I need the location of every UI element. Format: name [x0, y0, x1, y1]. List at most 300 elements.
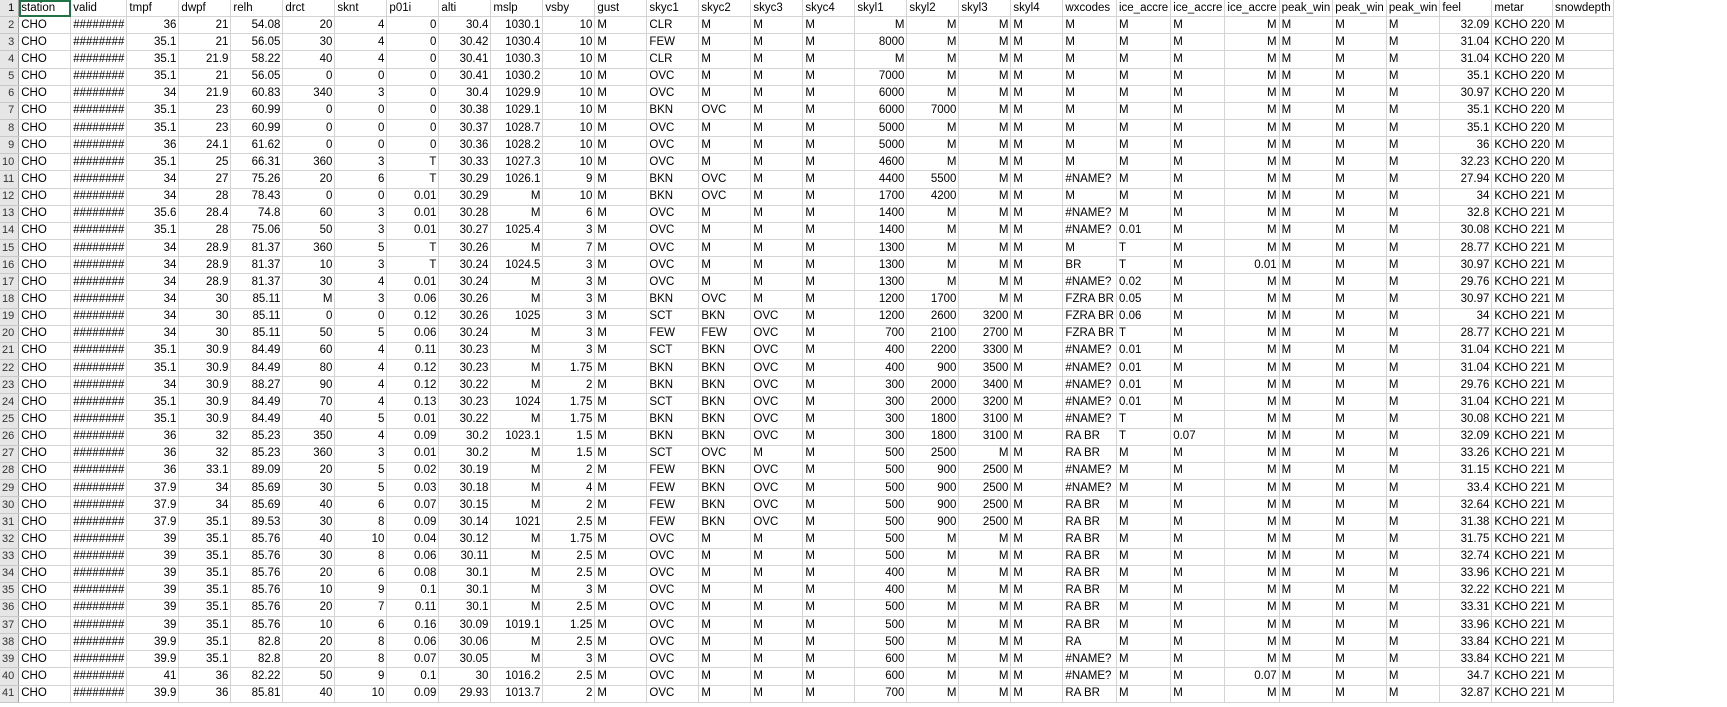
- cell[interactable]: 80: [283, 359, 335, 376]
- cell[interactable]: 90: [283, 377, 335, 394]
- cell[interactable]: ########: [71, 308, 127, 325]
- cell[interactable]: BKN: [699, 514, 751, 531]
- cell[interactable]: 30: [283, 479, 335, 496]
- cell[interactable]: 0: [335, 188, 387, 205]
- cell[interactable]: 2000: [907, 377, 959, 394]
- cell[interactable]: 0.12: [387, 308, 439, 325]
- cell[interactable]: M: [1116, 119, 1170, 136]
- header-cell[interactable]: vsby: [543, 0, 595, 17]
- cell[interactable]: M: [1386, 154, 1440, 171]
- cell[interactable]: CHO: [19, 17, 71, 34]
- cell[interactable]: M: [1225, 34, 1279, 51]
- cell[interactable]: M: [1171, 462, 1225, 479]
- cell[interactable]: M: [751, 102, 803, 119]
- cell[interactable]: RA BR: [1063, 497, 1117, 514]
- cell[interactable]: M: [959, 634, 1011, 651]
- cell[interactable]: M: [1116, 137, 1170, 154]
- cell[interactable]: ########: [71, 668, 127, 685]
- cell[interactable]: 2.5: [543, 548, 595, 565]
- cell[interactable]: T: [1116, 239, 1170, 256]
- cell[interactable]: 50: [283, 668, 335, 685]
- cell[interactable]: 75.26: [231, 171, 283, 188]
- cell[interactable]: 35.1: [1440, 68, 1492, 85]
- cell[interactable]: 1027.3: [491, 154, 543, 171]
- cell[interactable]: M: [1553, 274, 1614, 291]
- cell[interactable]: M: [595, 668, 647, 685]
- cell[interactable]: T: [387, 257, 439, 274]
- cell[interactable]: 30.42: [439, 34, 491, 51]
- cell[interactable]: 35.1: [127, 359, 179, 376]
- cell[interactable]: M: [959, 582, 1011, 599]
- cell[interactable]: KCHO 221: [1492, 531, 1553, 548]
- cell[interactable]: M: [1279, 308, 1333, 325]
- row-header[interactable]: 18: [0, 291, 19, 308]
- cell[interactable]: ########: [71, 565, 127, 582]
- cell[interactable]: M: [803, 85, 855, 102]
- cell[interactable]: 33.26: [1440, 445, 1492, 462]
- cell[interactable]: M: [803, 668, 855, 685]
- cell[interactable]: M: [1063, 85, 1117, 102]
- cell[interactable]: 35.1: [127, 394, 179, 411]
- cell[interactable]: M: [1225, 342, 1279, 359]
- cell[interactable]: M: [1116, 617, 1170, 634]
- cell[interactable]: CHO: [19, 565, 71, 582]
- cell[interactable]: ########: [71, 634, 127, 651]
- cell[interactable]: M: [1553, 325, 1614, 342]
- cell[interactable]: 60: [283, 342, 335, 359]
- cell[interactable]: CHO: [19, 68, 71, 85]
- cell[interactable]: 85.11: [231, 325, 283, 342]
- cell[interactable]: CHO: [19, 171, 71, 188]
- cell[interactable]: M: [1011, 668, 1063, 685]
- cell[interactable]: M: [1553, 137, 1614, 154]
- cell[interactable]: M: [751, 205, 803, 222]
- cell[interactable]: M: [699, 685, 751, 702]
- cell[interactable]: KCHO 221: [1492, 668, 1553, 685]
- row-header[interactable]: 15: [0, 239, 19, 256]
- cell[interactable]: M: [907, 257, 959, 274]
- cell[interactable]: 20: [283, 599, 335, 616]
- cell[interactable]: 0: [387, 137, 439, 154]
- cell[interactable]: M: [1011, 634, 1063, 651]
- cell[interactable]: M: [1386, 394, 1440, 411]
- cell[interactable]: M: [1011, 531, 1063, 548]
- cell[interactable]: M: [491, 188, 543, 205]
- cell[interactable]: ########: [71, 274, 127, 291]
- cell[interactable]: 0.01: [387, 222, 439, 239]
- cell[interactable]: 400: [855, 359, 907, 376]
- row-header[interactable]: 30: [0, 497, 19, 514]
- cell[interactable]: M: [1333, 17, 1387, 34]
- cell[interactable]: 30.11: [439, 548, 491, 565]
- cell[interactable]: M: [907, 582, 959, 599]
- row-header[interactable]: 7: [0, 102, 19, 119]
- cell[interactable]: KCHO 221: [1492, 359, 1553, 376]
- cell[interactable]: 35.1: [127, 342, 179, 359]
- cell[interactable]: 1400: [855, 222, 907, 239]
- cell[interactable]: M: [699, 565, 751, 582]
- cell[interactable]: M: [1011, 17, 1063, 34]
- row-header[interactable]: 19: [0, 308, 19, 325]
- cell[interactable]: 34: [1440, 188, 1492, 205]
- cell[interactable]: M: [1333, 68, 1387, 85]
- cell[interactable]: BKN: [647, 428, 699, 445]
- cell[interactable]: 34: [127, 257, 179, 274]
- cell[interactable]: M: [699, 239, 751, 256]
- cell[interactable]: M: [1225, 651, 1279, 668]
- cell[interactable]: 78.43: [231, 188, 283, 205]
- cell[interactable]: 30.1: [439, 565, 491, 582]
- cell[interactable]: M: [803, 188, 855, 205]
- cell[interactable]: 33.96: [1440, 565, 1492, 582]
- cell[interactable]: 32.23: [1440, 154, 1492, 171]
- cell[interactable]: M: [1333, 685, 1387, 702]
- cell[interactable]: M: [803, 257, 855, 274]
- cell[interactable]: 1.75: [543, 394, 595, 411]
- cell[interactable]: 1800: [907, 428, 959, 445]
- cell[interactable]: 32.09: [1440, 428, 1492, 445]
- cell[interactable]: M: [907, 239, 959, 256]
- cell[interactable]: 30.24: [439, 325, 491, 342]
- cell[interactable]: M: [1553, 599, 1614, 616]
- header-cell[interactable]: tmpf: [127, 0, 179, 17]
- row-header[interactable]: 38: [0, 634, 19, 651]
- cell[interactable]: 2: [543, 497, 595, 514]
- cell[interactable]: M: [959, 137, 1011, 154]
- cell[interactable]: M: [907, 531, 959, 548]
- cell[interactable]: ########: [71, 171, 127, 188]
- cell[interactable]: 7000: [907, 102, 959, 119]
- cell[interactable]: 33.4: [1440, 479, 1492, 496]
- cell[interactable]: M: [1553, 634, 1614, 651]
- cell[interactable]: ########: [71, 548, 127, 565]
- cell[interactable]: M: [1225, 514, 1279, 531]
- cell[interactable]: 60.99: [231, 102, 283, 119]
- cell[interactable]: 40: [283, 531, 335, 548]
- cell[interactable]: 20: [283, 651, 335, 668]
- cell[interactable]: 1024: [491, 394, 543, 411]
- cell[interactable]: CHO: [19, 548, 71, 565]
- cell[interactable]: BKN: [699, 394, 751, 411]
- cell[interactable]: 10: [543, 119, 595, 136]
- cell[interactable]: M: [751, 257, 803, 274]
- cell[interactable]: M: [1011, 617, 1063, 634]
- cell[interactable]: 56.05: [231, 34, 283, 51]
- cell[interactable]: 30.22: [439, 411, 491, 428]
- cell[interactable]: M: [1333, 188, 1387, 205]
- cell[interactable]: M: [1011, 565, 1063, 582]
- cell[interactable]: 900: [907, 514, 959, 531]
- cell[interactable]: M: [803, 377, 855, 394]
- cell[interactable]: 2: [543, 462, 595, 479]
- cell[interactable]: 33.1: [179, 462, 231, 479]
- cell[interactable]: M: [491, 531, 543, 548]
- cell[interactable]: 10: [543, 85, 595, 102]
- cell[interactable]: RA BR: [1063, 445, 1117, 462]
- cell[interactable]: OVC: [699, 171, 751, 188]
- cell[interactable]: 3: [543, 651, 595, 668]
- cell[interactable]: M: [491, 445, 543, 462]
- cell[interactable]: CHO: [19, 531, 71, 548]
- cell[interactable]: 0.02: [1116, 274, 1170, 291]
- cell[interactable]: 30.05: [439, 651, 491, 668]
- cell[interactable]: 35.1: [127, 411, 179, 428]
- cell[interactable]: M: [1225, 137, 1279, 154]
- cell[interactable]: 28.9: [179, 257, 231, 274]
- cell[interactable]: ########: [71, 257, 127, 274]
- cell[interactable]: 30.14: [439, 514, 491, 531]
- cell[interactable]: M: [803, 685, 855, 702]
- cell[interactable]: 81.37: [231, 239, 283, 256]
- cell[interactable]: M: [1386, 119, 1440, 136]
- cell[interactable]: M: [595, 119, 647, 136]
- cell[interactable]: M: [1171, 668, 1225, 685]
- cell[interactable]: M: [699, 222, 751, 239]
- row-header[interactable]: 2: [0, 17, 19, 34]
- cell[interactable]: M: [1171, 325, 1225, 342]
- cell[interactable]: CHO: [19, 634, 71, 651]
- cell[interactable]: M: [595, 291, 647, 308]
- cell[interactable]: M: [1171, 85, 1225, 102]
- cell[interactable]: M: [1116, 102, 1170, 119]
- cell[interactable]: M: [751, 119, 803, 136]
- cell[interactable]: M: [959, 599, 1011, 616]
- cell[interactable]: RA BR: [1063, 582, 1117, 599]
- cell[interactable]: KCHO 220: [1492, 119, 1553, 136]
- cell[interactable]: M: [1553, 479, 1614, 496]
- cell[interactable]: M: [1553, 102, 1614, 119]
- cell[interactable]: M: [1011, 497, 1063, 514]
- cell[interactable]: OVC: [751, 411, 803, 428]
- cell[interactable]: M: [1171, 102, 1225, 119]
- cell[interactable]: M: [595, 325, 647, 342]
- cell[interactable]: M: [1063, 51, 1117, 68]
- cell[interactable]: M: [959, 188, 1011, 205]
- cell[interactable]: M: [1171, 171, 1225, 188]
- cell[interactable]: M: [1333, 325, 1387, 342]
- cell[interactable]: M: [699, 51, 751, 68]
- cell[interactable]: M: [491, 325, 543, 342]
- cell[interactable]: M: [1386, 239, 1440, 256]
- cell[interactable]: M: [1333, 34, 1387, 51]
- cell[interactable]: 36: [179, 668, 231, 685]
- cell[interactable]: 30.19: [439, 462, 491, 479]
- cell[interactable]: M: [595, 239, 647, 256]
- cell[interactable]: M: [907, 565, 959, 582]
- cell[interactable]: M: [283, 291, 335, 308]
- cell[interactable]: M: [1225, 17, 1279, 34]
- cell[interactable]: 1.75: [543, 359, 595, 376]
- cell[interactable]: OVC: [647, 119, 699, 136]
- cell[interactable]: 0: [387, 102, 439, 119]
- cell[interactable]: 32.09: [1440, 17, 1492, 34]
- cell[interactable]: M: [1171, 308, 1225, 325]
- cell[interactable]: 32.22: [1440, 582, 1492, 599]
- cell[interactable]: 30.22: [439, 377, 491, 394]
- cell[interactable]: M: [1386, 68, 1440, 85]
- cell[interactable]: 34: [127, 291, 179, 308]
- cell[interactable]: M: [751, 582, 803, 599]
- cell[interactable]: M: [803, 445, 855, 462]
- cell[interactable]: KCHO 221: [1492, 582, 1553, 599]
- cell[interactable]: M: [907, 599, 959, 616]
- row-header[interactable]: 27: [0, 445, 19, 462]
- cell[interactable]: KCHO 221: [1492, 291, 1553, 308]
- row-header[interactable]: 11: [0, 171, 19, 188]
- cell[interactable]: OVC: [647, 685, 699, 702]
- cell[interactable]: M: [907, 617, 959, 634]
- cell[interactable]: M: [803, 325, 855, 342]
- cell[interactable]: ########: [71, 479, 127, 496]
- cell[interactable]: M: [1063, 102, 1117, 119]
- cell[interactable]: M: [907, 685, 959, 702]
- cell[interactable]: 30.2: [439, 445, 491, 462]
- cell[interactable]: M: [907, 548, 959, 565]
- cell[interactable]: 3: [335, 291, 387, 308]
- cell[interactable]: KCHO 221: [1492, 634, 1553, 651]
- cell[interactable]: 3100: [959, 411, 1011, 428]
- cell[interactable]: M: [1386, 651, 1440, 668]
- cell[interactable]: M: [959, 17, 1011, 34]
- cell[interactable]: 28: [179, 222, 231, 239]
- cell[interactable]: M: [595, 188, 647, 205]
- row-header[interactable]: 25: [0, 411, 19, 428]
- cell[interactable]: M: [1225, 359, 1279, 376]
- cell[interactable]: M: [751, 274, 803, 291]
- cell[interactable]: ########: [71, 102, 127, 119]
- cell[interactable]: 20: [283, 171, 335, 188]
- cell[interactable]: M: [1116, 154, 1170, 171]
- cell[interactable]: 60.83: [231, 85, 283, 102]
- cell[interactable]: 30.28: [439, 205, 491, 222]
- cell[interactable]: M: [1171, 582, 1225, 599]
- cell[interactable]: 6: [335, 565, 387, 582]
- cell[interactable]: M: [803, 137, 855, 154]
- cell[interactable]: OVC: [647, 548, 699, 565]
- cell[interactable]: M: [1279, 651, 1333, 668]
- cell[interactable]: 5: [335, 239, 387, 256]
- cell[interactable]: 4: [335, 274, 387, 291]
- cell[interactable]: 10: [283, 257, 335, 274]
- cell[interactable]: ########: [71, 599, 127, 616]
- cell[interactable]: CHO: [19, 599, 71, 616]
- cell[interactable]: M: [491, 548, 543, 565]
- cell[interactable]: M: [1553, 531, 1614, 548]
- cell[interactable]: 7: [543, 239, 595, 256]
- cell[interactable]: M: [1553, 617, 1614, 634]
- row-header[interactable]: 36: [0, 599, 19, 616]
- cell[interactable]: M: [1225, 205, 1279, 222]
- cell[interactable]: 6: [543, 205, 595, 222]
- cell[interactable]: 2600: [907, 308, 959, 325]
- cell[interactable]: 37.9: [127, 514, 179, 531]
- cell[interactable]: OVC: [647, 565, 699, 582]
- cell[interactable]: BR: [1063, 257, 1117, 274]
- cell[interactable]: M: [1553, 359, 1614, 376]
- cell[interactable]: 0.06: [387, 634, 439, 651]
- cell[interactable]: 4: [335, 17, 387, 34]
- cell[interactable]: 39: [127, 617, 179, 634]
- cell[interactable]: ########: [71, 394, 127, 411]
- cell[interactable]: M: [1171, 479, 1225, 496]
- cell[interactable]: CHO: [19, 137, 71, 154]
- cell[interactable]: M: [595, 359, 647, 376]
- cell[interactable]: CHO: [19, 651, 71, 668]
- cell[interactable]: M: [855, 51, 907, 68]
- cell[interactable]: 39.9: [127, 634, 179, 651]
- cell[interactable]: M: [1116, 85, 1170, 102]
- cell[interactable]: M: [1333, 497, 1387, 514]
- cell[interactable]: 85.69: [231, 497, 283, 514]
- cell[interactable]: 0.01: [387, 274, 439, 291]
- cell[interactable]: 85.76: [231, 582, 283, 599]
- cell[interactable]: 21.9: [179, 51, 231, 68]
- cell[interactable]: 2500: [959, 462, 1011, 479]
- cell[interactable]: KCHO 221: [1492, 325, 1553, 342]
- cell[interactable]: 35.1: [179, 531, 231, 548]
- cell[interactable]: M: [1116, 68, 1170, 85]
- cell[interactable]: 30: [179, 291, 231, 308]
- cell[interactable]: 35.6: [127, 205, 179, 222]
- cell[interactable]: #NAME?: [1063, 222, 1117, 239]
- cell[interactable]: M: [1553, 668, 1614, 685]
- cell[interactable]: M: [1011, 411, 1063, 428]
- cell[interactable]: T: [1116, 257, 1170, 274]
- cell[interactable]: M: [1279, 102, 1333, 119]
- cell[interactable]: M: [1333, 154, 1387, 171]
- cell[interactable]: M: [1011, 514, 1063, 531]
- cell[interactable]: M: [1171, 394, 1225, 411]
- cell[interactable]: KCHO 221: [1492, 479, 1553, 496]
- cell[interactable]: 31.75: [1440, 531, 1492, 548]
- cell[interactable]: 2.5: [543, 599, 595, 616]
- cell[interactable]: 600: [855, 651, 907, 668]
- cell[interactable]: M: [1116, 531, 1170, 548]
- cell[interactable]: ########: [71, 205, 127, 222]
- cell[interactable]: CHO: [19, 582, 71, 599]
- cell[interactable]: 85.76: [231, 599, 283, 616]
- cell[interactable]: CHO: [19, 479, 71, 496]
- cell[interactable]: 1.25: [543, 617, 595, 634]
- cell[interactable]: M: [1279, 565, 1333, 582]
- cell[interactable]: 0.01: [1116, 342, 1170, 359]
- cell[interactable]: 4: [543, 479, 595, 496]
- cell[interactable]: M: [959, 222, 1011, 239]
- cell[interactable]: 39: [127, 565, 179, 582]
- cell[interactable]: 0.07: [387, 497, 439, 514]
- cell[interactable]: M: [1386, 308, 1440, 325]
- cell[interactable]: 34: [127, 325, 179, 342]
- cell[interactable]: 35.1: [127, 154, 179, 171]
- cell[interactable]: OVC: [647, 617, 699, 634]
- cell[interactable]: KCHO 221: [1492, 394, 1553, 411]
- cell[interactable]: 0.08: [387, 565, 439, 582]
- cell[interactable]: M: [1386, 668, 1440, 685]
- cell[interactable]: 2.5: [543, 634, 595, 651]
- cell[interactable]: M: [1225, 171, 1279, 188]
- cell[interactable]: M: [1011, 308, 1063, 325]
- cell[interactable]: M: [595, 377, 647, 394]
- cell[interactable]: RA BR: [1063, 599, 1117, 616]
- cell[interactable]: 30.18: [439, 479, 491, 496]
- cell[interactable]: M: [1011, 394, 1063, 411]
- cell[interactable]: 500: [855, 514, 907, 531]
- cell[interactable]: 28.77: [1440, 325, 1492, 342]
- cell[interactable]: KCHO 221: [1492, 257, 1553, 274]
- row-header[interactable]: 28: [0, 462, 19, 479]
- row-header[interactable]: 34: [0, 565, 19, 582]
- cell[interactable]: M: [1011, 222, 1063, 239]
